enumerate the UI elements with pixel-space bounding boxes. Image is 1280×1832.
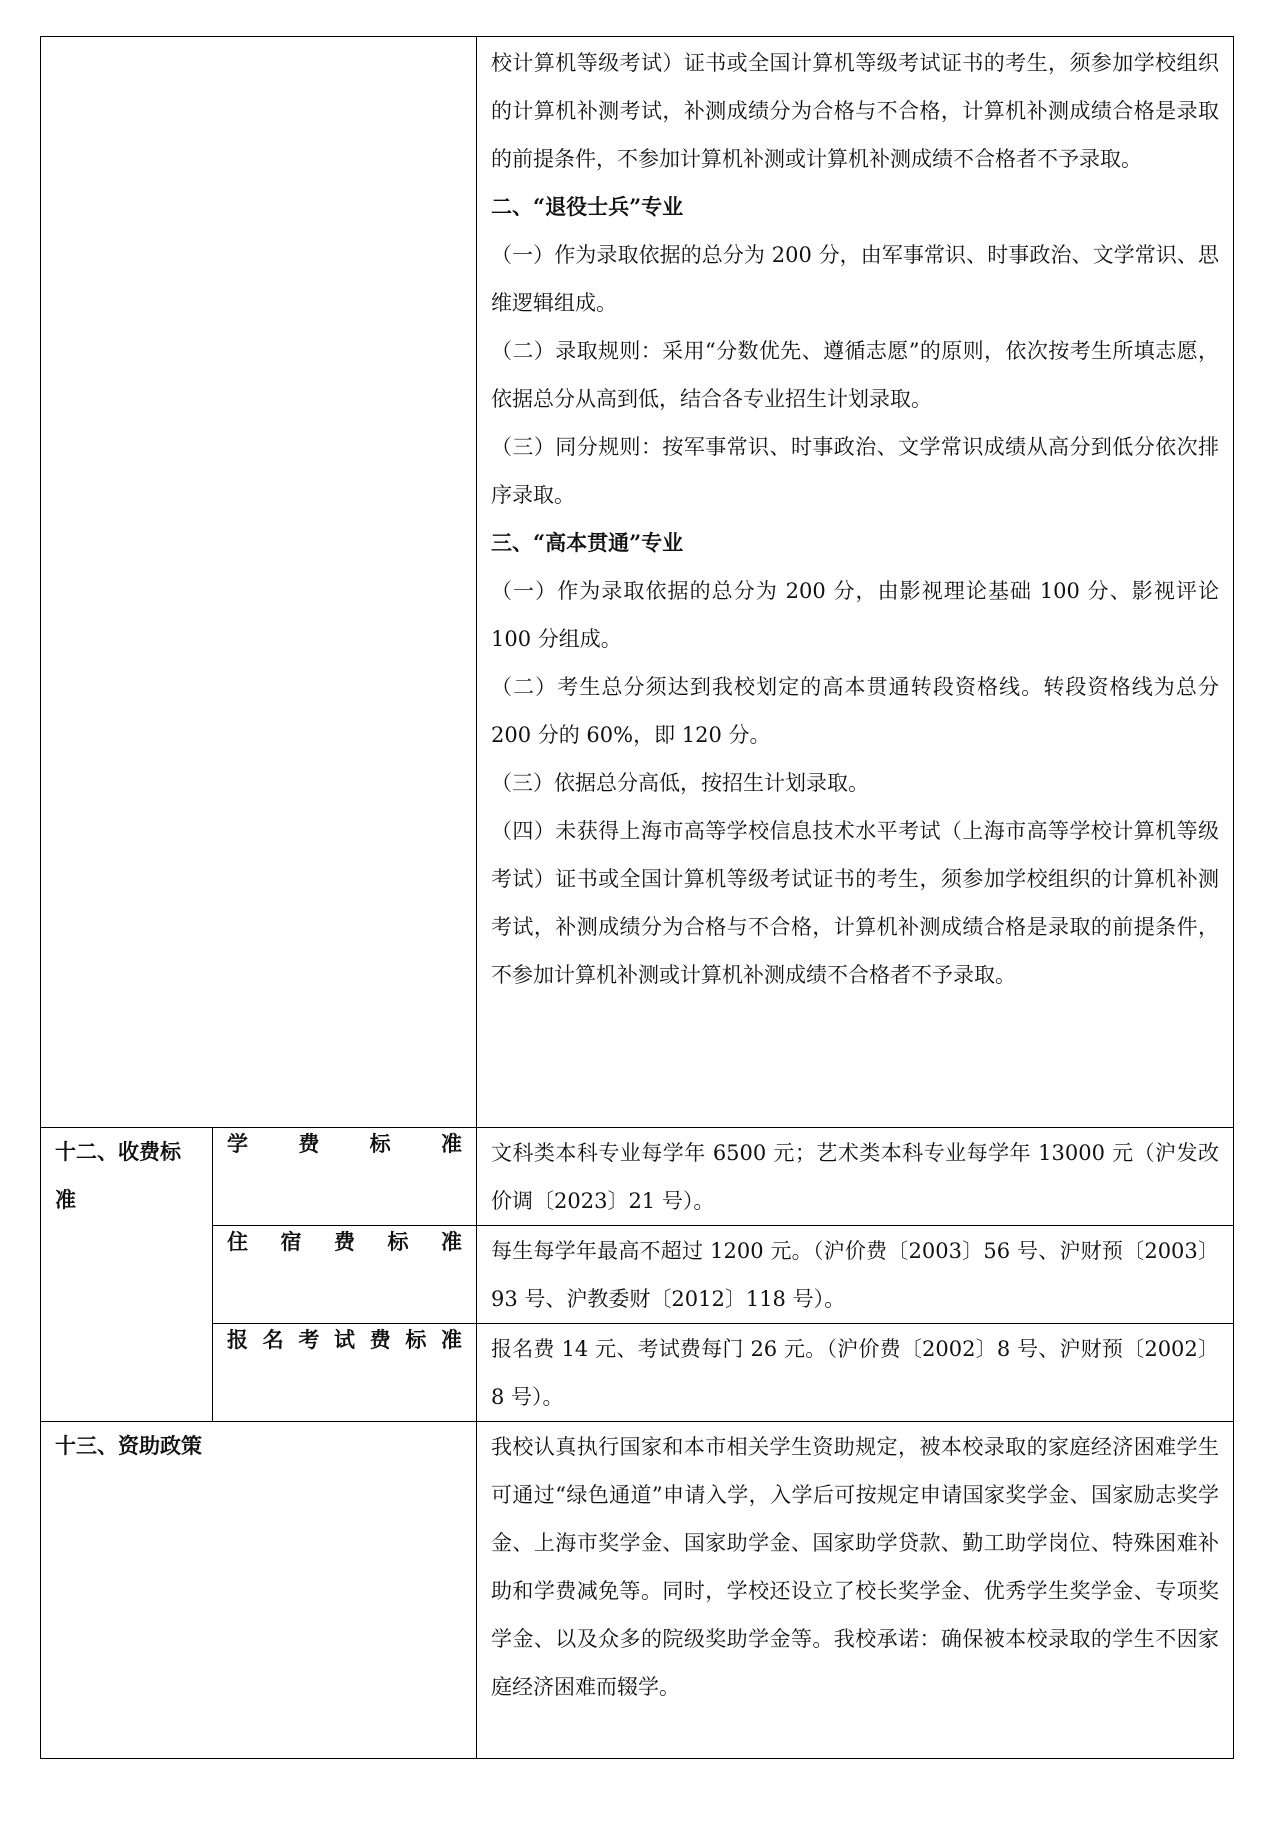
fee-label-cell <box>213 1128 477 1226</box>
admission-rules-row <box>41 37 1234 1128</box>
fee-content-cell <box>477 1226 1234 1324</box>
rules-paragraph: 校计算机等级考试）证书或全国计算机等级考试证书的考生，须参加学校组织的计算机补测考试，补测成绩分为合格与不合格，计算机补测成绩合格是录取的前提条件，不参加计算机补测或计算机补测成绩不合格者不予录取。 <box>491 51 1219 171</box>
aid-category-cell <box>41 1422 477 1759</box>
rules-paragraph: （二）考生总分须达到我校划定的高本贯通转段资格线。转段资格线为总分 200 分的 60%，即 120 分。 <box>491 675 1219 747</box>
aid-content-cell <box>477 1422 1234 1759</box>
fee-label-exam: 报名考试费标准 <box>227 1327 462 1352</box>
fee-label-cell <box>213 1226 477 1324</box>
empty-category-cell <box>41 37 477 1128</box>
fee-content-cell <box>477 1128 1234 1226</box>
fee-category-label: 十二、收费标准 <box>55 1139 181 1212</box>
fee-content-accommodation: 每生每学年最高不超过 1200 元。（沪价费〔2003〕56 号、沪财预〔2003〕93 号、沪教委财〔2012〕118 号）。 <box>491 1239 1219 1311</box>
fee-label-accommodation: 住宿费标准 <box>227 1229 462 1254</box>
rules-paragraph: （二）录取规则：采用“分数优先、遵循志愿”的原则，依次按考生所填志愿，依据总分从高到低，结合各专业招生计划录取。 <box>491 339 1219 411</box>
fee-content-exam: 报名费 14 元、考试费每门 26 元。（沪价费〔2002〕8 号、沪财预〔2002〕8 号）。 <box>491 1337 1219 1409</box>
fee-row-accommodation <box>41 1226 1234 1324</box>
rules-paragraph: （三）依据总分高低，按招生计划录取。 <box>491 771 869 795</box>
aid-category-label: 十三、资助政策 <box>55 1433 202 1458</box>
fee-category-cell <box>41 1128 213 1422</box>
aid-policy-row <box>41 1422 1234 1759</box>
rules-paragraph: （一）作为录取依据的总分为 200 分，由军事常识、时事政治、文学常识、思维逻辑组成。 <box>491 243 1219 315</box>
admission-rules-cell <box>477 37 1234 1128</box>
fee-label-tuition: 学费标准 <box>227 1131 462 1156</box>
rules-paragraph: （一）作为录取依据的总分为 200 分，由影视理论基础 100 分、影视评论 100 分组成。 <box>491 579 1219 651</box>
fee-label-cell <box>213 1324 477 1422</box>
section-heading-gaoben: 三、“高本贯通”专业 <box>491 530 684 555</box>
fee-content-cell <box>477 1324 1234 1422</box>
admission-rules-text <box>477 37 1233 999</box>
rules-paragraph: （四）未获得上海市高等学校信息技术水平考试（上海市高等学校计算机等级考试）证书或全国计算机等级考试证书的考生，须参加学校组织的计算机补测考试，补测成绩分为合格与不合格，计算机补测成绩合格是录取的前提条件，不参加计算机补测或计算机补测成绩不合格者不予录取。 <box>491 819 1219 987</box>
fee-row-exam <box>41 1324 1234 1422</box>
section-heading-veterans: 二、“退役士兵”专业 <box>491 194 684 219</box>
fee-row-tuition <box>41 1128 1234 1226</box>
rules-paragraph: （三）同分规则：按军事常识、时事政治、文学常识成绩从高分到低分依次排序录取。 <box>491 435 1219 507</box>
admission-info-table <box>40 36 1234 1759</box>
aid-content: 我校认真执行国家和本市相关学生资助规定，被本校录取的家庭经济困难学生可通过“绿色通道”申请入学，入学后可按规定申请国家奖学金、国家励志奖学金、上海市奖学金、国家助学金、国家助学贷款、勤工助学岗位、特殊困难补助和学费减免等。同时，学校还设立了校长奖学金、优秀学生奖学金、专项奖学金、以及众多的院级奖助学金等。我校承诺：确保被本校录取的学生不因家庭经济困难而辍学。 <box>491 1435 1219 1699</box>
fee-content-tuition: 文科类本科专业每学年 6500 元；艺术类本科专业每学年 13000 元（沪发改价调〔2023〕21 号）。 <box>491 1141 1219 1213</box>
